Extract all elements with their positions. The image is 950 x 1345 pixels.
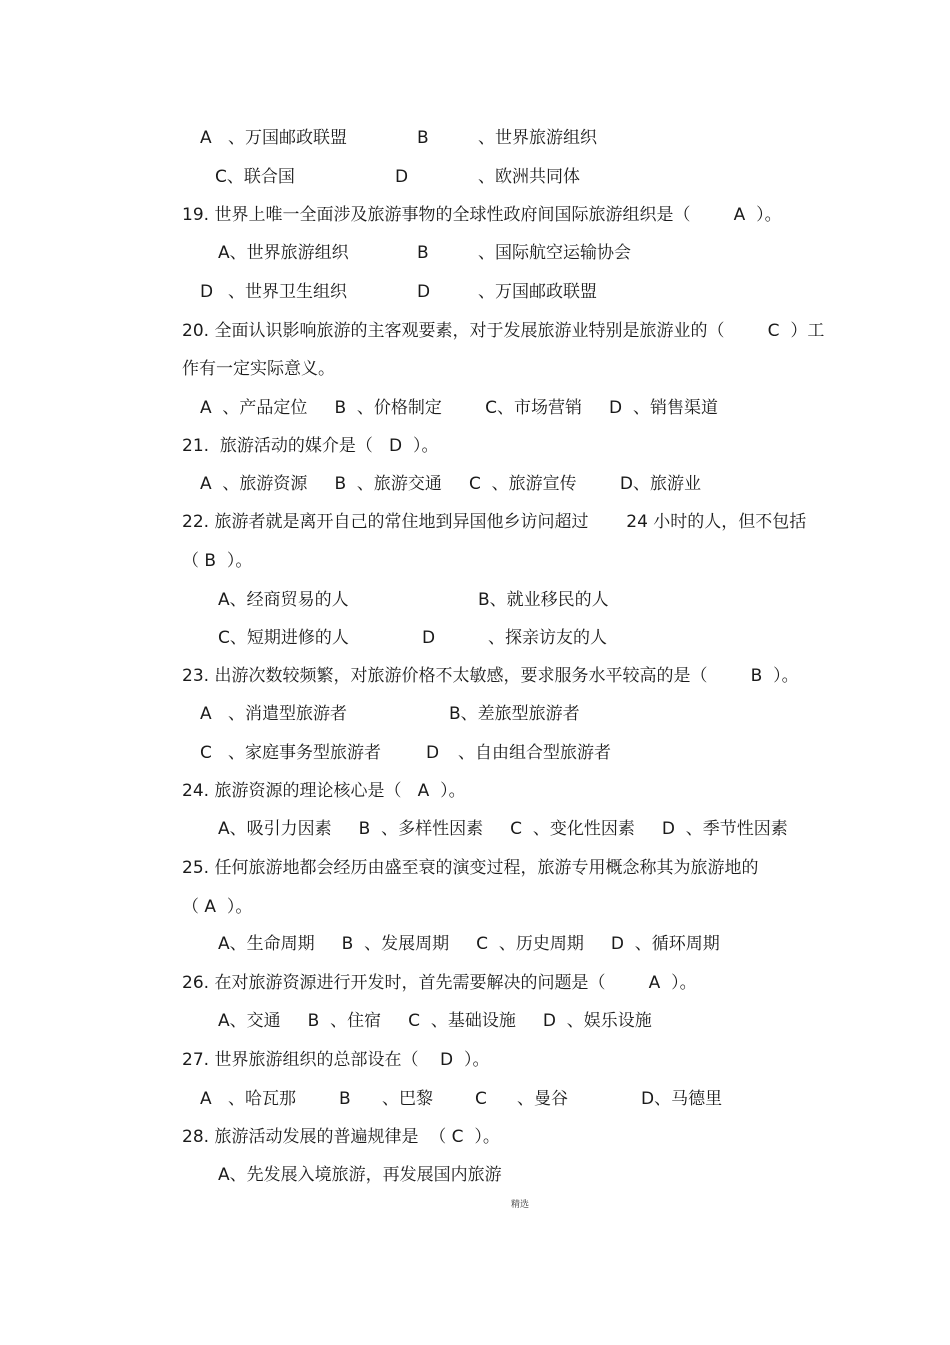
q27-option-a-letter: A	[200, 1089, 212, 1109]
q18-option-d-text: 、欧洲共同体	[478, 167, 580, 187]
q18-option-c: C、联合国	[215, 167, 295, 187]
q27-option-c-letter: C	[475, 1089, 487, 1109]
q20-options: A 、产品定位 B 、价格制定 C、市场营销 D 、销售渠道	[200, 398, 718, 418]
q26-stem: 26. 在对旅游资源进行开发时，首先需要解决的问题是（ A ）。	[182, 973, 697, 993]
q23-stem: 23. 出游次数较频繁，对旅游价格不太敏感，要求服务水平较高的是（ B ）。	[182, 666, 799, 686]
q19-option-d1-letter: D	[200, 282, 214, 302]
q19-option-d2-letter: D	[417, 282, 431, 302]
q22-option-d-letter: D	[422, 628, 436, 648]
q21-stem: 21. 旅游活动的媒介是（ D ）。	[182, 436, 439, 456]
q28-option-a: A、先发展入境旅游，再发展国内旅游	[218, 1165, 502, 1185]
q28-stem: 28. 旅游活动发展的普遍规律是 （ C ）。	[182, 1127, 500, 1147]
q22-stem-line2: （ B ）。	[182, 551, 253, 571]
q18-option-b-letter: B	[417, 128, 429, 148]
q24-stem: 24. 旅游资源的理论核心是（ A ）。	[182, 781, 466, 801]
q25-stem-line2: （ A ）。	[182, 897, 253, 917]
q22-option-d-text: 、探亲访友的人	[488, 628, 607, 648]
page-footer: 精选	[511, 1200, 530, 1210]
q18-option-d-letter: D	[395, 167, 409, 187]
q26-options: A、交通 B 、住宿 C 、基础设施 D 、娱乐设施	[218, 1011, 652, 1031]
q22-option-b: B、就业移民的人	[478, 590, 609, 610]
q20-stem-line2: 作有一定实际意义。	[182, 359, 335, 379]
q19-option-a: A、世界旅游组织	[218, 243, 349, 263]
q27-option-c-text: 、曼谷	[517, 1089, 568, 1109]
q23-option-b: B、差旅型旅游者	[449, 704, 580, 724]
q27-option-b-text: 、巴黎	[382, 1089, 433, 1109]
q27-option-b-letter: B	[339, 1089, 351, 1109]
q25-stem-line1: 25. 任何旅游地都会经历由盛至衰的演变过程，旅游专用概念称其为旅游地的	[182, 858, 759, 878]
q22-stem-line1: 22. 旅游者就是离开自己的常住地到异国他乡访问超过 24 小时的人，但不包括	[182, 512, 807, 532]
q24-options: A、吸引力因素 B 、多样性因素 C 、变化性因素 D 、季节性因素	[218, 819, 788, 839]
q23-option-a-letter: A	[200, 704, 212, 724]
q19-option-b-text: 、国际航空运输协会	[478, 243, 631, 263]
q18-option-b-text: 、世界旅游组织	[478, 128, 597, 148]
q19-option-d1-text: 、世界卫生组织	[228, 282, 347, 302]
q23-option-d-letter: D	[426, 743, 440, 763]
q20-stem-line1: 20. 全面认识影响旅游的主客观要素，对于发展旅游业特别是旅游业的（ C ）工	[182, 321, 825, 341]
q27-option-a-text: 、哈瓦那	[228, 1089, 296, 1109]
q27-option-d: D、马德里	[641, 1089, 723, 1109]
q18-option-a-text: 、万国邮政联盟	[228, 128, 347, 148]
q23-option-a-text: 、消遣型旅游者	[228, 704, 347, 724]
q23-option-d-text: 、自由组合型旅游者	[458, 743, 611, 763]
q23-option-c-text: 、家庭事务型旅游者	[228, 743, 381, 763]
q22-option-a: A、经商贸易的人	[218, 590, 349, 610]
q19-option-d2-text: 、万国邮政联盟	[478, 282, 597, 302]
q18-option-a-letter: A	[200, 128, 212, 148]
q22-option-c: C、短期进修的人	[218, 628, 349, 648]
q27-stem: 27. 世界旅游组织的总部设在（ D ）。	[182, 1050, 490, 1070]
q19-option-b-letter: B	[417, 243, 429, 263]
q25-options: A、生命周期 B 、发展周期 C 、历史周期 D 、循环周期	[218, 934, 720, 954]
q19-stem: 19. 世界上唯一全面涉及旅游事物的全球性政府间国际旅游组织是（ A ）。	[182, 205, 782, 225]
q21-options: A 、旅游资源 B 、旅游交通 C 、旅游宣传 D、旅游业	[200, 474, 701, 494]
q23-option-c-letter: C	[200, 743, 212, 763]
